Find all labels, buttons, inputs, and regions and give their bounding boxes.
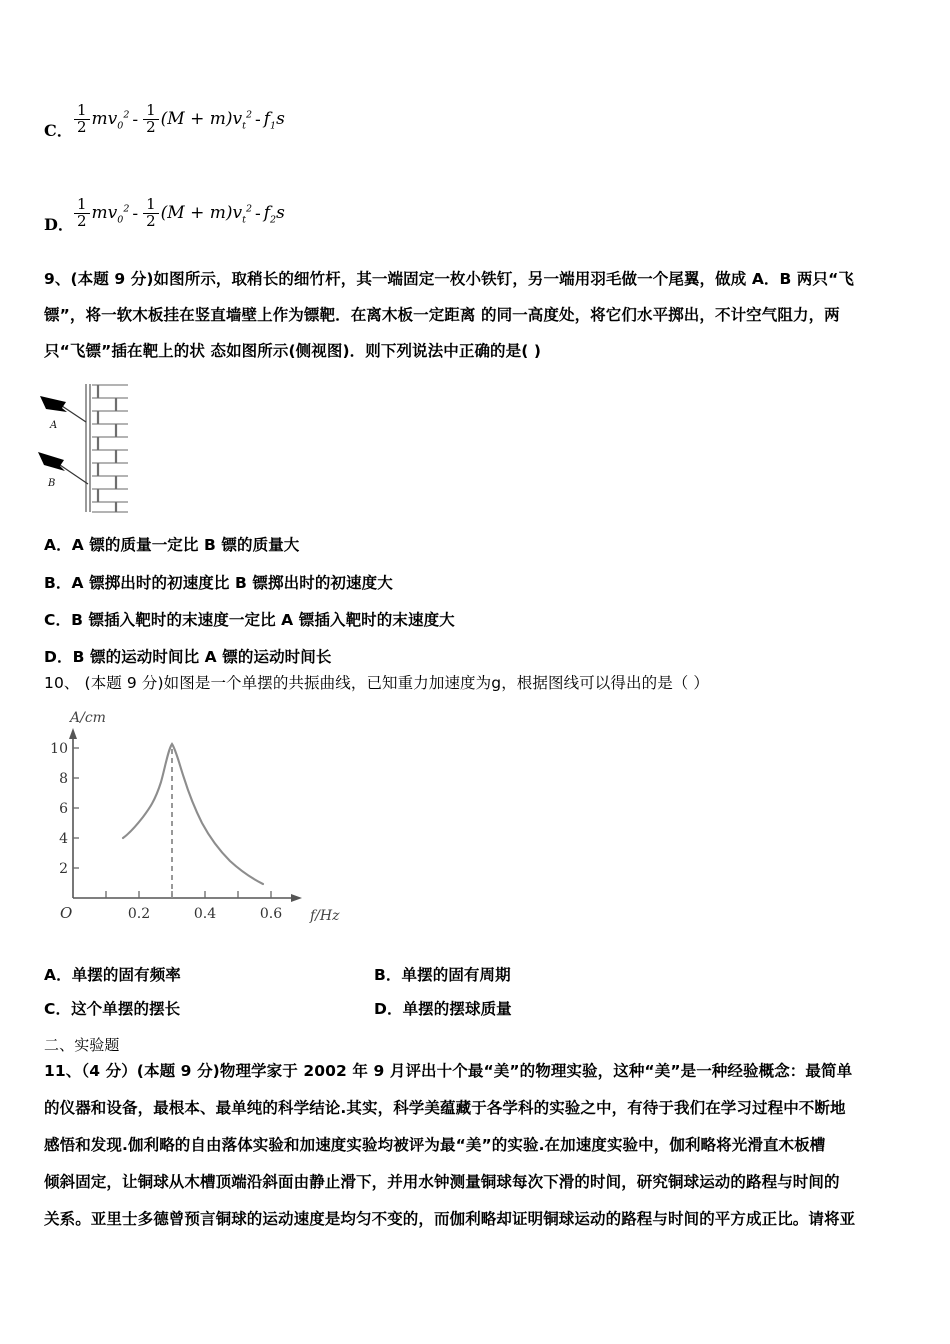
question11-line-3: 感悟和发现.伽利略的自由落体实验和加速度实验均被评为最“美”的实验.在加速度实验中，伽利略将光滑直木板槽	[44, 1136, 826, 1154]
question11-line-5: 关系。亚里士多德曾预言铜球的运动速度是均匀不变的，而伽利略却证明铜球运动的路程与时间的平方成正比。请将亚	[44, 1210, 856, 1228]
dart-b	[38, 452, 88, 484]
question11-line-4: 倾斜固定，让铜球从木槽顶端沿斜面由静止滑下，并用水钟测量铜球每次下滑的时间，研究铜球运动的路程与时间的	[44, 1173, 840, 1191]
term-Mm-vt-d: $(M + m)v_t^2$	[160, 203, 252, 226]
svg-text:6: 6	[59, 801, 68, 817]
darts-in-wall-figure	[36, 382, 186, 521]
chart-x-axis-label: f/Hz	[310, 908, 340, 924]
question9-line-2: 镖”，将一软木板挂在竖直墙壁上作为镖靶．在离木板一定距离 的同一高度处，将它们水平掷出，不计空气阻力，两	[44, 306, 840, 324]
fraction-one-half: $\frac{1}{2}$	[74, 103, 90, 136]
chart-y-ticklabels	[50, 741, 68, 877]
dart-a-head	[40, 396, 67, 412]
term-Mm-vt: $(M + m)v_t^2$	[160, 109, 252, 132]
chart-origin-label: O	[60, 904, 73, 922]
question11-line-2: 的仪器和设备，最根本、最单纯的科学结论.其实，科学美蕴藏于各学科的实验之中，有待于我们在学习过程中不断地	[44, 1099, 846, 1117]
term-mv0-d: $mv_0^2$	[91, 203, 130, 226]
chart-y-axis-arrow	[69, 728, 77, 739]
svg-text:8: 8	[59, 771, 68, 787]
chart-resonance-curve	[123, 744, 263, 884]
chart-x-ticklabels	[128, 906, 282, 922]
question9-line-1: 9、(本题 9 分)如图所示，取稍长的细竹杆，其一端固定一枚小铁钉，另一端用羽毛做一个尾翼，做成 A．B 两只“飞	[44, 270, 855, 288]
minus-operator-3: -	[132, 204, 139, 225]
option-c-label: C．	[44, 121, 73, 140]
question10-option-a: A．单摆的固有频率	[44, 966, 181, 984]
chart-axes	[73, 734, 296, 898]
chart-x-axis-arrow	[291, 894, 302, 902]
question9-option-a: A．A 镖的质量一定比 B 镖的质量大	[44, 536, 300, 554]
option-d-label: D．	[44, 215, 74, 234]
term-f2s: $f_2s$	[263, 203, 285, 226]
question10-line: 10、 (本题 9 分)如图是一个单摆的共振曲线，已知重力加速度为g，根据图线可以得出的是（ ）	[44, 674, 710, 692]
dart-b-label: B	[48, 478, 56, 489]
question10-option-c: C．这个单摆的摆长	[44, 1000, 181, 1018]
question9-option-b: B．A 镖掷出时的初速度比 B 镖掷出时的初速度大	[44, 574, 393, 592]
term-f1s: $f_1s$	[263, 109, 285, 132]
question9-line-3: 只“飞镖”插在靶上的状 态如图所示(侧视图)．则下列说法中正确的是( )	[44, 342, 542, 360]
fraction-one-half-2: $\frac{1}{2}$	[143, 103, 159, 136]
chart-y-ticks	[73, 748, 79, 868]
svg-text:0.4: 0.4	[193, 906, 217, 922]
svg-text:2: 2	[59, 861, 68, 877]
resonance-chart-svg	[48, 706, 378, 938]
question9-option-d: D．B 镖的运动时间比 A 镖的运动时间长	[44, 648, 332, 666]
resonance-curve-figure	[48, 706, 378, 942]
svg-text:10: 10	[50, 741, 68, 757]
question10-option-b: B．单摆的固有周期	[374, 966, 511, 984]
minus-operator: -	[132, 110, 139, 131]
darts-wall-svg	[36, 382, 186, 517]
question9-option-c: C．B 镖插入靶时的末速度一定比 A 镖插入靶时的末速度大	[44, 611, 455, 629]
svg-text:4: 4	[59, 831, 68, 847]
option-d-formula	[72, 195, 285, 231]
question10-option-d: D．单摆的摆球质量	[374, 1000, 512, 1018]
dart-a-label: A	[50, 420, 58, 431]
fraction-one-half-3: $\frac{1}{2}$	[74, 197, 90, 230]
svg-text:0.2: 0.2	[127, 906, 151, 922]
brick-vertical-joints	[98, 385, 116, 512]
chart-x-ticks	[106, 891, 271, 898]
minus-operator-4: -	[255, 204, 261, 225]
section-2-heading: 二、实验题	[44, 1036, 120, 1054]
wall-board-lines	[86, 384, 90, 512]
chart-y-axis-label: A/cm	[70, 710, 106, 726]
option-c-formula	[72, 101, 285, 137]
svg-text:0.6: 0.6	[259, 906, 283, 922]
term-mv0: $mv_0^2$	[91, 109, 130, 132]
question11-line-1: 11、（4 分）(本题 9 分)物理学家于 2002 年 9 月评出十个最“美”的物理实验，这种“美”是一种经验概念：最简单	[44, 1062, 853, 1080]
minus-operator-2: -	[255, 110, 261, 131]
fraction-one-half-4: $\frac{1}{2}$	[143, 197, 159, 230]
dart-b-head	[38, 452, 65, 471]
dart-a	[40, 396, 86, 422]
